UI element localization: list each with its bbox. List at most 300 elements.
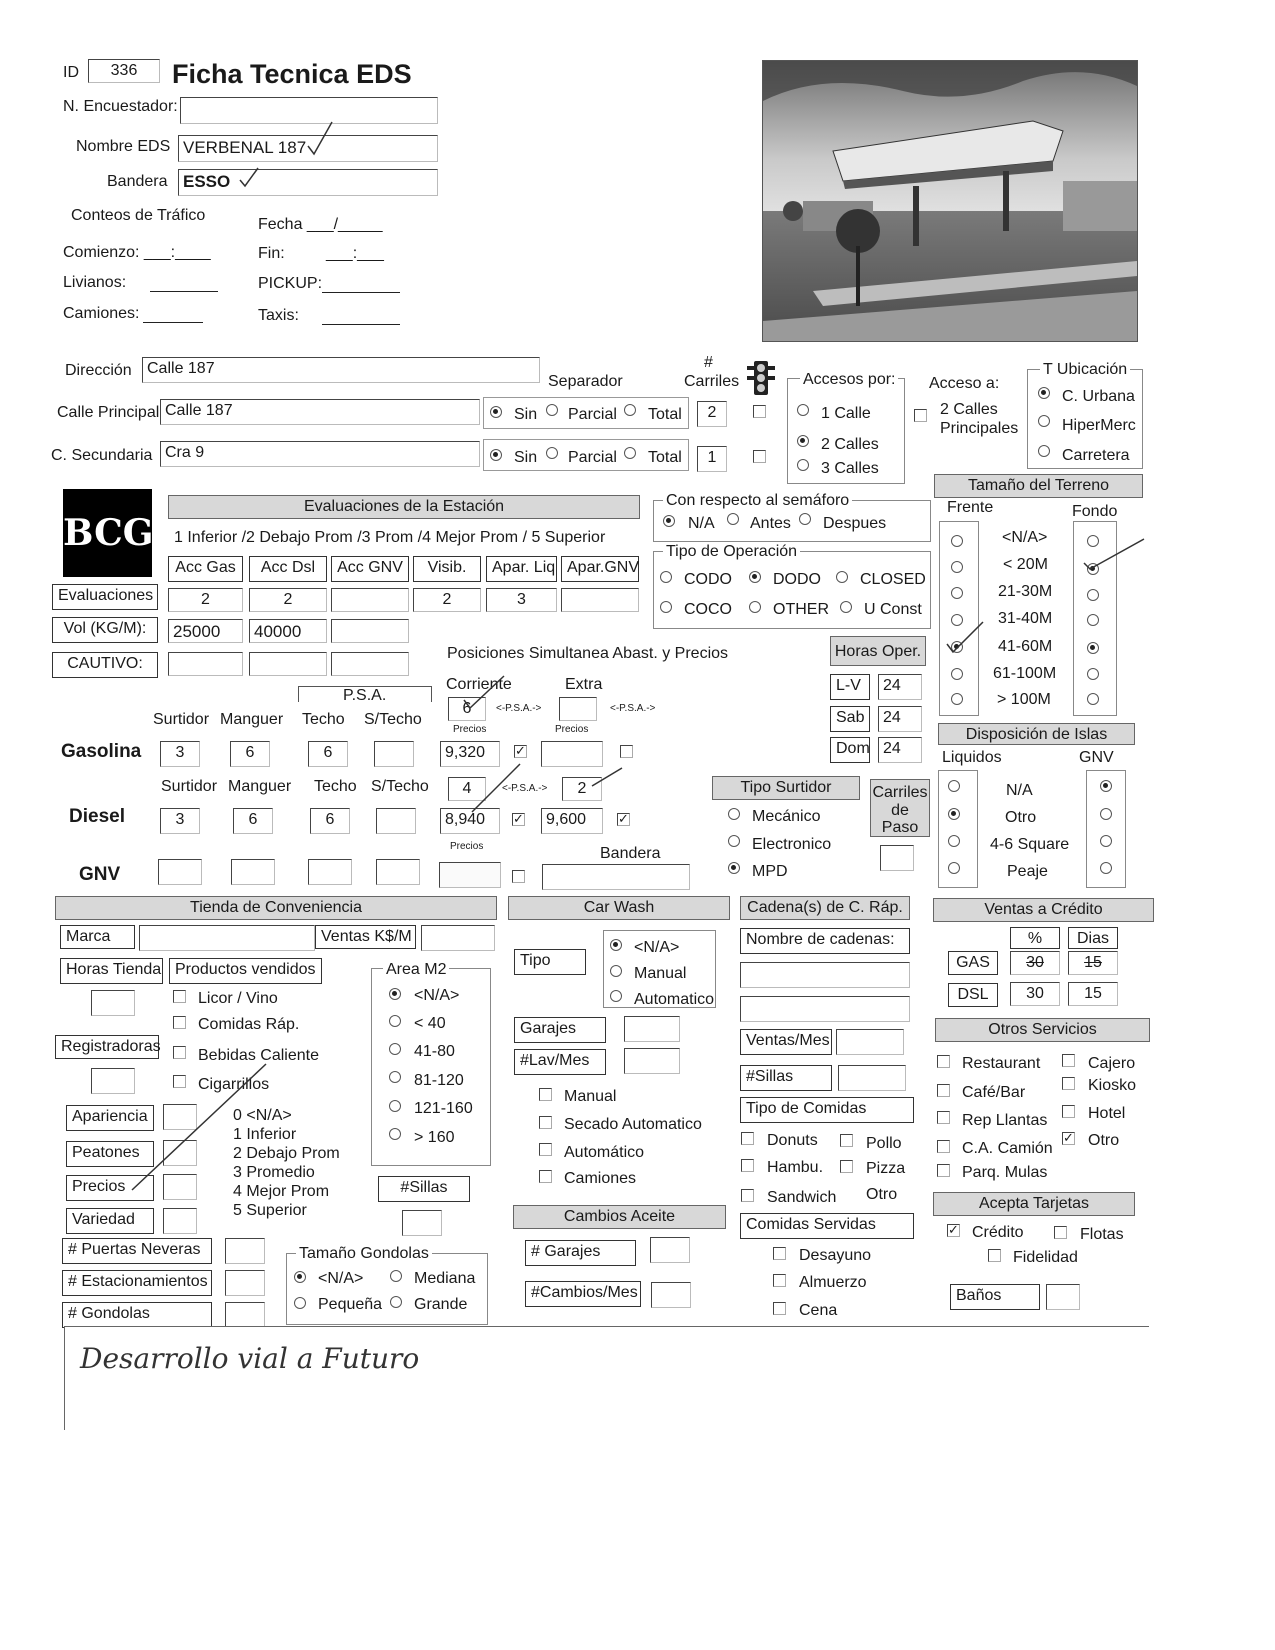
liquidos-radio[interactable] — [948, 780, 960, 792]
horas-lv-label: L-V — [830, 674, 870, 700]
lav-mes-label: #Lav/Mes — [514, 1049, 606, 1075]
terreno-option-label: < 20M — [1003, 556, 1048, 573]
carriles-label: Carriles — [684, 373, 740, 390]
psa-arrow: <-P.S.A.-> — [610, 703, 656, 714]
check-mark-icon — [300, 118, 340, 158]
gas-corriente-precio[interactable]: 9,320 — [440, 741, 500, 767]
gondolas-size-radio[interactable] — [294, 1297, 306, 1309]
gnv-bandera-field[interactable] — [542, 864, 690, 890]
dsl-extra-checkbox[interactable]: ✓ — [618, 811, 629, 826]
flotas-checkbox[interactable] — [1054, 1226, 1067, 1239]
gondolas-size-title: Tamaño Gondolas — [296, 1246, 432, 1262]
sep-principal-parcial-radio[interactable] — [546, 404, 558, 416]
servicio-checkbox[interactable] — [1062, 1054, 1075, 1067]
gnv-precio-field[interactable] — [439, 862, 501, 888]
servicio-checkbox[interactable] — [1062, 1077, 1075, 1090]
servicio-checkbox[interactable] — [937, 1111, 950, 1124]
semaforo-antes-radio[interactable] — [727, 513, 739, 525]
tipo-comida-checkbox[interactable] — [741, 1132, 754, 1145]
sillas-tienda-field[interactable] — [402, 1210, 442, 1236]
tarjetas-header: Acepta Tarjetas — [933, 1192, 1135, 1216]
area-option-label: 41-80 — [414, 1043, 455, 1060]
banos-field[interactable] — [1046, 1284, 1080, 1310]
islas-option-label: 4-6 Square — [990, 836, 1070, 853]
col-acc-gas: Acc Gas — [168, 556, 243, 582]
area-title: Area M2 — [383, 962, 449, 978]
carwash-checkbox[interactable] — [539, 1088, 552, 1101]
camiones-line[interactable] — [143, 322, 203, 323]
registradoras-field[interactable] — [91, 1068, 135, 1094]
horas-lv-field[interactable]: 24 — [878, 674, 922, 700]
tipo-comida-label: Donuts — [767, 1132, 818, 1149]
producto-checkbox[interactable] — [173, 1016, 186, 1029]
gas-stecho-field[interactable] — [374, 741, 414, 767]
gas-surtidor-field[interactable]: 3 — [160, 741, 200, 767]
bcg-logo: BCG — [63, 489, 152, 577]
accesos-2-calles-radio[interactable] — [797, 435, 809, 447]
gnv-techo-field[interactable] — [308, 859, 352, 885]
sep-option-label: Sin — [514, 449, 538, 466]
scale-item: 3 Promedio — [233, 1164, 315, 1181]
eval-acc-dsl[interactable]: 2 — [249, 588, 327, 612]
lav-mes-field[interactable] — [624, 1048, 680, 1074]
principal-carriles-field[interactable]: 2 — [697, 401, 727, 427]
ubicacion-urbana-radio[interactable] — [1038, 387, 1050, 399]
manguer-label: Manguer — [220, 711, 284, 728]
stecho-label: S/Techo — [371, 778, 429, 795]
credito-checkbox[interactable]: ✓ — [948, 1222, 959, 1237]
gas-corriente-checkbox[interactable]: ✓ — [515, 743, 526, 758]
vol-gnv[interactable] — [331, 619, 409, 643]
horas-sab-field[interactable]: 24 — [878, 706, 922, 732]
frente-radio[interactable] — [951, 693, 963, 705]
sep-secundaria-sin-radio[interactable] — [490, 449, 502, 461]
dsl-corriente-psa[interactable]: 4 — [448, 777, 486, 801]
credito-dias-label: Dias — [1068, 927, 1118, 949]
techo-label: Techo — [314, 778, 357, 795]
surtidor-label: Surtidor — [161, 778, 218, 795]
col-acc-dsl: Acc Dsl — [249, 556, 327, 582]
direccion-label: Dirección — [65, 362, 132, 379]
operacion-option-label: CLOSED — [860, 571, 926, 588]
liquidos-radio[interactable] — [948, 808, 960, 820]
horas-sab-label: Sab — [830, 706, 870, 732]
operacion-option-label: COCO — [684, 601, 732, 618]
ubicacion-option-label: C. Urbana — [1062, 388, 1135, 405]
fondo-radio[interactable] — [1087, 668, 1099, 680]
cautivo-gnv[interactable] — [331, 652, 409, 676]
semaforo-despues-radio[interactable] — [799, 513, 811, 525]
liquidos-radio[interactable] — [948, 862, 960, 874]
acceso-a-label: Acceso a: — [929, 375, 1000, 392]
garajes-field[interactable] — [624, 1016, 680, 1042]
row-evaluaciones: Evaluaciones — [52, 584, 158, 610]
gondolas-size-radio[interactable] — [390, 1296, 402, 1308]
gondolas-size-radio[interactable] — [294, 1271, 306, 1283]
servicio-label: Otro — [1088, 1132, 1120, 1149]
fondo-radio[interactable] — [1087, 693, 1099, 705]
accesos-1-calle-radio[interactable] — [797, 404, 809, 416]
tipo-comidas-label: Tipo de Comidas — [740, 1097, 914, 1123]
carriles-hash: # — [704, 354, 713, 371]
carwash-check-label: Camiones — [564, 1170, 637, 1187]
tarjeta-flotas-label: Flotas — [1080, 1226, 1124, 1243]
carwash-check-label: Automático — [564, 1144, 645, 1161]
check-mark-icon — [470, 760, 530, 820]
semaforo-na-radio[interactable] — [663, 515, 675, 527]
carwash-tipo-option: Manual — [634, 965, 687, 982]
producto-label: Bebidas Caliente — [198, 1047, 319, 1064]
operacion-other-radio[interactable] — [749, 601, 761, 613]
area-radio[interactable] — [389, 1071, 401, 1083]
horas-tienda-field[interactable] — [91, 990, 135, 1016]
scale-item: 1 Inferior — [233, 1126, 297, 1143]
marca-field[interactable] — [139, 925, 315, 951]
scale-item: 2 Debajo Prom — [233, 1145, 340, 1162]
surtidor-electronico-radio[interactable] — [728, 835, 740, 847]
scale-item: 0 <N/A> — [233, 1107, 292, 1124]
fondo-radio[interactable] — [1087, 614, 1099, 626]
surtidor-mecanico-radio[interactable] — [728, 808, 740, 820]
islas-gnv-radio[interactable] — [1100, 862, 1112, 874]
servicio-otro-checkbox[interactable]: ✓ — [1063, 1130, 1074, 1145]
servicio-checkbox[interactable] — [1062, 1105, 1075, 1118]
puertas-field[interactable] — [225, 1238, 265, 1264]
servicio-label: Rep Llantas — [962, 1112, 1048, 1129]
evaluaciones-header: Evaluaciones de la Estación — [168, 495, 640, 519]
vol-gas[interactable]: 25000 — [168, 619, 243, 643]
comienzo-label: Comienzo: ___:____ — [63, 244, 211, 261]
fondo-radio[interactable] — [1087, 589, 1099, 601]
gondolas-field[interactable] — [225, 1302, 265, 1328]
dsl-corriente-checkbox[interactable]: ✓ — [513, 811, 524, 826]
islas-gnv-radio[interactable] — [1100, 835, 1112, 847]
precios-label: Precios — [555, 724, 589, 735]
horas-dom-field[interactable]: 24 — [878, 737, 922, 763]
aceite-garajes-field[interactable] — [650, 1237, 690, 1263]
servicio-label: Cajero — [1088, 1055, 1136, 1072]
producto-label: Cigarrillos — [198, 1076, 270, 1093]
estacionamientos-field[interactable] — [225, 1270, 265, 1296]
separador-label: Separador — [548, 373, 623, 390]
row-cautivo: CAUTIVO: — [52, 652, 158, 678]
servida-checkbox[interactable] — [773, 1274, 786, 1287]
surtidor-label: Surtidor — [153, 711, 210, 728]
station-photo — [762, 60, 1138, 342]
terreno-option-label: 31-40M — [998, 610, 1053, 627]
ventas-tienda-label: Ventas K$/M — [315, 925, 416, 949]
cadena-sillas-field[interactable] — [838, 1065, 906, 1091]
ubicacion-option-label: HiperMerc — [1062, 417, 1136, 434]
operacion-dodo-radio[interactable] — [749, 571, 761, 583]
check-mark-icon — [588, 766, 628, 796]
credito-dsl-pct[interactable]: 30 — [1010, 982, 1060, 1006]
estacionamientos-label: # Estacionamientos — [62, 1270, 212, 1296]
ubicacion-title: T Ubicación — [1040, 362, 1130, 378]
carwash-tipo-option: <N/A> — [634, 939, 680, 956]
terreno-option-label: > 100M — [997, 691, 1051, 708]
precios-tienda-label: Precios — [66, 1175, 154, 1201]
acceso-a-option-1: 2 Calles — [940, 401, 998, 418]
gnv-surtidor-field[interactable] — [158, 859, 202, 885]
producto-label: Licor / Vino — [198, 990, 278, 1007]
area-radio[interactable] — [389, 988, 401, 1000]
acceso-a-option-2: Principales — [940, 420, 1019, 437]
carriles-paso-line: Paso — [881, 819, 919, 837]
dsl-manguer-field[interactable]: 6 — [233, 808, 273, 834]
sep-option-label: Total — [648, 406, 682, 423]
bandera-gnv-label: Bandera — [600, 845, 661, 862]
operacion-option-label: CODO — [684, 571, 732, 588]
peatones-label: Peatones — [66, 1141, 154, 1167]
sep-option-label: Parcial — [568, 406, 617, 423]
area-option-label: <N/A> — [414, 987, 460, 1004]
vol-dsl[interactable]: 40000 — [249, 619, 327, 643]
islas-gnv-radio[interactable] — [1100, 808, 1112, 820]
nombre-cadenas-field-1[interactable] — [740, 962, 910, 988]
accesos-3-calles-radio[interactable] — [797, 459, 809, 471]
calle-secundaria-field[interactable]: Cra 9 — [160, 441, 480, 467]
area-radio[interactable] — [389, 1015, 401, 1027]
area-radio[interactable] — [389, 1043, 401, 1055]
horas-dom-label: Dom — [830, 737, 870, 763]
operacion-title: Tipo de Operación — [663, 544, 800, 560]
gas-techo-field[interactable]: 6 — [308, 741, 348, 767]
scale-item: 5 Superior — [233, 1202, 307, 1219]
operacion-option-label: DODO — [773, 571, 821, 588]
extra-label: Extra — [565, 676, 603, 693]
operacion-codo-radio[interactable] — [660, 571, 672, 583]
cautivo-dsl[interactable] — [249, 652, 327, 676]
gas-extra-precio[interactable] — [541, 741, 603, 767]
secundaria-carriles-field[interactable]: 1 — [697, 446, 727, 472]
fidelidad-checkbox[interactable] — [988, 1249, 1001, 1262]
puertas-label: # Puertas Neveras — [62, 1238, 212, 1264]
surtidor-mpd-radio[interactable] — [728, 862, 740, 874]
sep-principal-sin-radio[interactable] — [490, 406, 502, 418]
servicio-label: C.A. Camión — [962, 1140, 1053, 1157]
comidas-servidas-label: Comidas Servidas — [740, 1213, 914, 1239]
dsl-surtidor-field[interactable]: 3 — [160, 808, 200, 834]
gnv-manguer-field[interactable] — [231, 859, 275, 885]
garajes-label: Garajes — [514, 1017, 606, 1043]
sep-option-label: Total — [648, 449, 682, 466]
frente-radio[interactable] — [951, 587, 963, 599]
gondolas-label: # Gondolas — [62, 1302, 212, 1328]
liquidos-radio[interactable] — [948, 835, 960, 847]
col-apar-gnv: Apar.GNV — [561, 556, 639, 582]
notas-text: Desarrollo vial a Futuro — [80, 1342, 420, 1375]
eval-acc-gnv[interactable] — [331, 588, 409, 612]
fin-blank[interactable]: ___:___ — [326, 245, 384, 262]
carriles-paso-line: Carriles — [872, 784, 928, 801]
nombre-cadenas-field-2[interactable] — [740, 996, 910, 1022]
check-mark-icon — [1080, 535, 1150, 575]
stecho-label: S/Techo — [364, 711, 422, 728]
eval-apar-liq[interactable]: 3 — [486, 588, 557, 612]
eval-visib[interactable]: 2 — [413, 588, 481, 612]
servicio-checkbox[interactable] — [937, 1164, 950, 1177]
carwash-tipo-radio[interactable] — [610, 990, 622, 1002]
terreno-header: Tamaño del Terreno — [934, 474, 1143, 498]
dsl-corriente-precio[interactable]: 8,940 — [440, 808, 500, 834]
ubicacion-carretera-radio[interactable] — [1038, 445, 1050, 457]
tipo-comida-label: Sandwich — [767, 1189, 837, 1206]
cambios-mes-field[interactable] — [651, 1282, 691, 1308]
frente-label: Frente — [947, 499, 994, 516]
carriles-paso-field[interactable] — [880, 845, 914, 871]
taxis-line[interactable] — [322, 324, 400, 325]
fondo-radio[interactable] — [1087, 642, 1099, 654]
pickup-label: PICKUP: — [258, 275, 323, 292]
operacion-uconst-radio[interactable] — [840, 601, 852, 613]
area-option-label: < 40 — [414, 1015, 446, 1032]
frente-radio[interactable] — [951, 535, 963, 547]
sep-secundaria-total-radio[interactable] — [624, 447, 636, 459]
area-option-label: 81-120 — [414, 1072, 464, 1089]
dsl-stecho-field[interactable] — [376, 808, 416, 834]
producto-checkbox[interactable] — [173, 990, 186, 1003]
col-apar-liq: Apar. Liq — [486, 556, 557, 582]
page-title: Ficha Tecnica EDS — [172, 59, 412, 89]
islas-option-label: Peaje — [1007, 863, 1048, 880]
frente-radio[interactable] — [951, 668, 963, 680]
operacion-closed-radio[interactable] — [836, 571, 848, 583]
operacion-coco-radio[interactable] — [660, 601, 672, 613]
ubicacion-hipermerc-radio[interactable] — [1038, 415, 1050, 427]
tipo-comida-checkbox[interactable] — [741, 1159, 754, 1172]
id-field[interactable]: 336 — [88, 59, 160, 83]
dsl-techo-field[interactable]: 6 — [310, 808, 350, 834]
gnv-checkbox[interactable] — [512, 870, 525, 883]
gas-manguer-field[interactable]: 6 — [230, 741, 270, 767]
nombre-eds-field[interactable]: VERBENAL 187 — [178, 135, 438, 162]
ventas-tienda-field[interactable] — [421, 925, 495, 951]
diesel-label: Diesel — [69, 806, 125, 827]
conteos-title: Conteos de Tráfico — [71, 207, 206, 224]
dsl-extra-psa[interactable]: 2 — [562, 777, 602, 801]
acceso-a-checkbox[interactable] — [914, 409, 927, 422]
col-visib: Visib. — [413, 556, 481, 582]
sillas-tienda-label: #Sillas — [378, 1176, 470, 1202]
check-mark-icon — [236, 162, 266, 192]
gas-extra-checkbox[interactable] — [620, 745, 633, 758]
servicio-label: Parq. Mulas — [962, 1164, 1048, 1181]
accesos-option-label: 2 Calles — [821, 436, 879, 453]
servicio-checkbox[interactable] — [937, 1055, 950, 1068]
credito-dsl-dias[interactable]: 15 — [1068, 982, 1118, 1006]
horas-header: Horas Oper. — [830, 636, 926, 666]
sep-principal-total-radio[interactable] — [624, 404, 636, 416]
camiones-label: Camiones: — [63, 305, 140, 322]
servida-checkbox[interactable] — [773, 1247, 786, 1260]
gnv-stecho-field[interactable] — [376, 859, 420, 885]
secundaria-semaforo-checkbox[interactable] — [753, 450, 766, 463]
calle-principal-label: Calle Principal — [57, 404, 160, 421]
check-mark-icon — [943, 620, 988, 660]
gondolas-size-radio[interactable] — [390, 1270, 402, 1282]
credito-gas-pct[interactable]: 30 — [1010, 951, 1060, 975]
credito-gas-label: GAS — [948, 951, 998, 975]
cadena-header: Cadena(s) de C. Ráp. — [740, 896, 910, 920]
islas-header: Disposición de Islas — [938, 723, 1135, 745]
eval-acc-gas[interactable]: 2 — [168, 588, 243, 612]
servicio-checkbox[interactable] — [937, 1140, 950, 1153]
area-radio[interactable] — [389, 1128, 401, 1140]
operacion-option-label: U Const — [864, 601, 922, 618]
gas-extra-psa[interactable] — [559, 697, 597, 721]
carriles-paso-line: de — [891, 801, 909, 819]
tipo-comida-checkbox[interactable] — [840, 1134, 853, 1147]
servicio-checkbox[interactable] — [937, 1084, 950, 1097]
registradoras-label: Registradoras — [55, 1035, 159, 1059]
islas-option-label: N/A — [1006, 782, 1033, 799]
bandera-field[interactable]: ESSO — [178, 169, 438, 196]
posiciones-title: Posiciones Simultanea Abast. y Precios — [447, 645, 729, 662]
carwash-tipo-radio[interactable] — [610, 939, 622, 951]
islas-gnv-radio[interactable] — [1100, 780, 1112, 792]
cambios-mes-label: #Cambios/Mes — [525, 1281, 641, 1307]
gondolas-size-label: <N/A> — [318, 1270, 364, 1287]
frente-radio[interactable] — [951, 561, 963, 573]
carwash-checkbox[interactable] — [539, 1170, 552, 1183]
accesos-option-label: 3 Calles — [821, 460, 879, 477]
semaforo-option-label: Despues — [823, 515, 887, 532]
tipo-comida-checkbox[interactable] — [840, 1160, 853, 1173]
variedad-field[interactable] — [163, 1208, 197, 1234]
nombre-eds-label: Nombre EDS — [76, 138, 171, 155]
cautivo-gas[interactable] — [168, 652, 243, 676]
eval-apar-gnv[interactable] — [561, 588, 639, 612]
producto-checkbox[interactable] — [173, 1046, 186, 1059]
credito-gas-dias[interactable]: 15 — [1068, 951, 1118, 975]
cadena-ventas-field[interactable] — [836, 1029, 904, 1055]
carwash-checkbox[interactable] — [539, 1116, 552, 1129]
producto-label: Comidas Ráp. — [198, 1016, 300, 1033]
sep-secundaria-parcial-radio[interactable] — [546, 447, 558, 459]
calle-principal-field[interactable]: Calle 187 — [160, 399, 480, 425]
precios-label: Precios — [453, 724, 487, 735]
terreno-option-label: 61-100M — [993, 665, 1057, 682]
tarjeta-credito-label: Crédito — [972, 1224, 1024, 1241]
carwash-checkbox[interactable] — [539, 1143, 552, 1156]
servicio-label: Hotel — [1088, 1105, 1126, 1122]
tipo-comida-label: Pizza — [866, 1160, 906, 1177]
carwash-header: Car Wash — [508, 896, 730, 920]
scale-item: 4 Mejor Prom — [233, 1183, 330, 1200]
gas-corriente-psa[interactable]: 6 — [448, 697, 486, 721]
aceite-garajes-label: # Garajes — [525, 1240, 636, 1266]
variedad-label: Variedad — [66, 1208, 154, 1234]
horas-tienda-label: Horas Tienda — [60, 958, 163, 984]
pickup-line[interactable] — [322, 292, 400, 293]
servicio-label: Café/Bar — [962, 1084, 1026, 1101]
carwash-tipo-radio[interactable] — [610, 965, 622, 977]
islas-gnv-label: GNV — [1079, 749, 1114, 766]
tipo-comida-checkbox[interactable] — [741, 1189, 754, 1202]
fecha-label: Fecha ___/_____ — [258, 216, 383, 233]
dsl-extra-precio[interactable]: 9,600 — [541, 808, 603, 834]
sep-option-label: Sin — [514, 406, 538, 423]
servida-checkbox[interactable] — [773, 1302, 786, 1315]
direccion-field[interactable]: Calle 187 — [142, 357, 540, 383]
liquidos-label: Liquidos — [942, 749, 1002, 766]
livianos-line[interactable] — [150, 291, 218, 292]
principal-semaforo-checkbox[interactable] — [753, 405, 766, 418]
area-option-label: 121-160 — [414, 1100, 473, 1117]
area-radio[interactable] — [389, 1100, 401, 1112]
bandera-label: Bandera — [107, 173, 168, 190]
